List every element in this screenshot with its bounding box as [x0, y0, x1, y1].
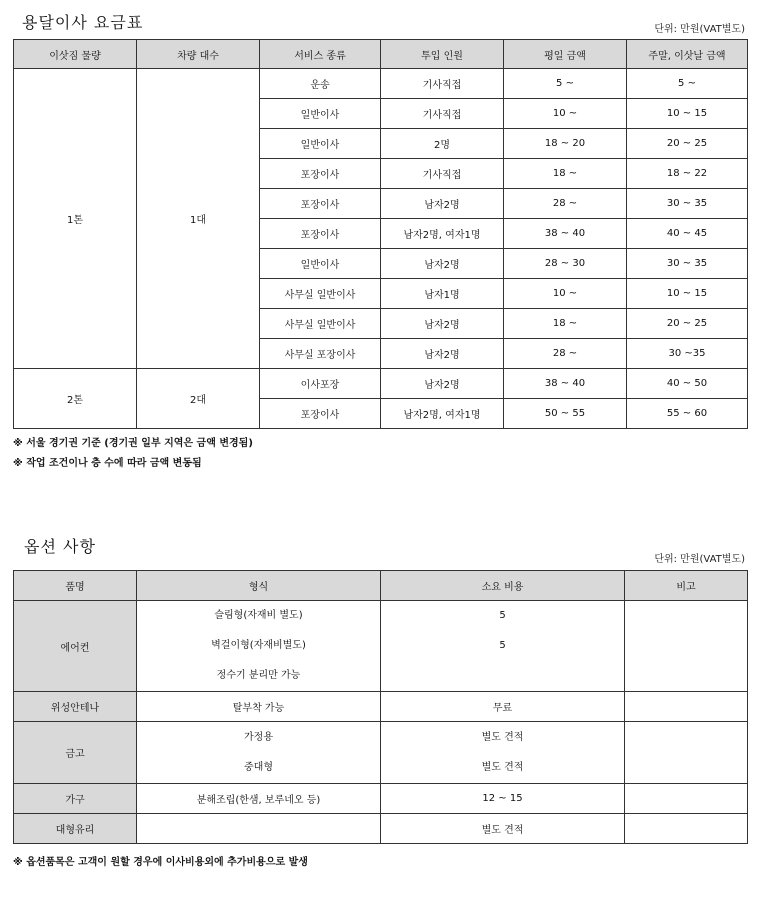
weekend-cell: 40 ~ 50 [627, 369, 748, 399]
table-row [14, 69, 748, 99]
service-cell: 포장이사 [260, 189, 381, 219]
service-cell: 포장이사 [260, 219, 381, 249]
header-weekend: 주말, 이삿날 금액 [627, 40, 748, 69]
option-row-glass [14, 814, 748, 844]
weekend-cell: 5 ~ [627, 69, 748, 99]
item-name-cell: 대형유리 [14, 814, 137, 844]
weekend-cell: 10 ~ 15 [627, 279, 748, 309]
type-cell: 탈부착 가능 [137, 692, 381, 722]
rate-table-title: 용달이사 요금표 [22, 13, 144, 32]
weekend-cell: 20 ~ 25 [627, 129, 748, 159]
weekday-cell: 28 ~ [504, 339, 627, 369]
remarks-cell [625, 692, 748, 722]
cost-cell: 별도 견적 [381, 814, 625, 844]
weekend-cell: 30 ~35 [627, 339, 748, 369]
weekend-cell: 30 ~ 35 [627, 189, 748, 219]
remarks-cell [625, 814, 748, 844]
service-cell: 일반이사 [260, 99, 381, 129]
header-item-name: 품명 [14, 571, 137, 601]
rate-table-unit: 단위: 만원(VAT별도) [654, 24, 745, 35]
type-line: 정수기 분리만 가능 [216, 670, 301, 681]
weekday-cell: 18 ~ 20 [504, 129, 627, 159]
weekend-cell: 20 ~ 25 [627, 309, 748, 339]
staff-cell: 남자2명 [381, 339, 504, 369]
service-cell: 운송 [260, 69, 381, 99]
table-row [14, 369, 748, 399]
item-name-cell: 가구 [14, 784, 137, 814]
weekend-cell: 55 ~ 60 [627, 399, 748, 429]
weekend-cell: 30 ~ 35 [627, 249, 748, 279]
rate-table [13, 39, 748, 429]
options-table [13, 570, 748, 844]
service-cell: 이사포장 [260, 369, 381, 399]
type-cell [137, 601, 381, 692]
option-row-aircon [14, 601, 748, 692]
weekday-cell: 28 ~ 30 [504, 249, 627, 279]
item-name-cell: 금고 [14, 722, 137, 784]
weekday-cell: 5 ~ [504, 69, 627, 99]
service-cell: 사무실 일반이사 [260, 309, 381, 339]
weekday-cell: 18 ~ [504, 309, 627, 339]
cost-line-empty [381, 661, 624, 691]
weekday-cell: 38 ~ 40 [504, 369, 627, 399]
type-line: 슬림형(자재비 별도) [214, 610, 303, 621]
cost-cell: 12 ~ 15 [381, 784, 625, 814]
cost-line: 별도 견적 [481, 731, 524, 743]
rate-note-conditions: ※ 작업 조건이나 층 수에 따라 금액 변동됨 [13, 458, 202, 469]
staff-cell: 남자2명, 여자1명 [381, 399, 504, 429]
type-line: 가정용 [244, 731, 273, 743]
item-name-cell: 에어컨 [14, 601, 137, 692]
header-vehicles: 차량 대수 [137, 40, 260, 69]
header-volume: 이삿짐 물량 [14, 40, 137, 69]
service-cell: 일반이사 [260, 249, 381, 279]
cost-line: 별도 견적 [481, 761, 524, 773]
remarks-cell [625, 784, 748, 814]
vehicles-cell: 2대 [137, 369, 260, 429]
staff-cell: 남자2명, 여자1명 [381, 219, 504, 249]
options-title: 옵션 사항 [24, 537, 96, 556]
cost-line: 5 [499, 610, 506, 621]
volume-cell: 1톤 [14, 69, 137, 369]
service-cell: 일반이사 [260, 129, 381, 159]
staff-cell: 기사직접 [381, 99, 504, 129]
rate-header-row [14, 40, 748, 69]
service-cell: 포장이사 [260, 399, 381, 429]
remarks-cell [625, 722, 748, 784]
service-cell: 사무실 포장이사 [260, 339, 381, 369]
weekday-cell: 10 ~ [504, 279, 627, 309]
options-unit: 단위: 만원(VAT별도) [654, 554, 745, 565]
option-row-furniture [14, 784, 748, 814]
staff-cell: 남자2명 [381, 249, 504, 279]
weekday-cell: 50 ~ 55 [504, 399, 627, 429]
service-cell: 사무실 일반이사 [260, 279, 381, 309]
weekend-cell: 10 ~ 15 [627, 99, 748, 129]
cost-line: 5 [499, 640, 506, 651]
weekday-cell: 38 ~ 40 [504, 219, 627, 249]
staff-cell: 기사직접 [381, 159, 504, 189]
type-line: 중대형 [244, 761, 273, 773]
option-row-safe [14, 722, 748, 784]
options-header-row [14, 571, 748, 601]
staff-cell: 남자2명 [381, 189, 504, 219]
header-weekday: 평일 금액 [504, 40, 627, 69]
staff-cell: 남자2명 [381, 309, 504, 339]
staff-cell: 기사직접 [381, 69, 504, 99]
header-cost: 소요 비용 [381, 571, 625, 601]
header-staff: 투입 인원 [381, 40, 504, 69]
cost-cell [381, 601, 625, 692]
weekend-cell: 18 ~ 22 [627, 159, 748, 189]
service-cell: 포장이사 [260, 159, 381, 189]
option-row-antenna [14, 692, 748, 722]
rate-note-region: ※ 서울 경기권 기준 (경기권 일부 지역은 금액 변경됨) [13, 438, 253, 449]
type-cell: 분해조립(한샘, 보루네오 등) [137, 784, 381, 814]
header-type: 형식 [137, 571, 381, 601]
staff-cell: 남자2명 [381, 369, 504, 399]
type-cell [137, 814, 381, 844]
header-remarks: 비고 [625, 571, 748, 601]
header-service: 서비스 종류 [260, 40, 381, 69]
remarks-cell [625, 601, 748, 692]
staff-cell: 2명 [381, 129, 504, 159]
vehicles-cell: 1대 [137, 69, 260, 369]
weekday-cell: 10 ~ [504, 99, 627, 129]
volume-cell: 2톤 [14, 369, 137, 429]
weekday-cell: 28 ~ [504, 189, 627, 219]
weekday-cell: 18 ~ [504, 159, 627, 189]
staff-cell: 남자1명 [381, 279, 504, 309]
weekend-cell: 40 ~ 45 [627, 219, 748, 249]
type-cell [137, 722, 381, 784]
options-note: ※ 옵션품목은 고객이 원할 경우에 이사비용외에 추가비용으로 발생 [13, 857, 308, 868]
type-line: 벽걸이형(자재비별도) [211, 640, 306, 651]
cost-cell [381, 722, 625, 784]
item-name-cell: 위성안테나 [14, 692, 137, 722]
cost-cell: 무료 [381, 692, 625, 722]
